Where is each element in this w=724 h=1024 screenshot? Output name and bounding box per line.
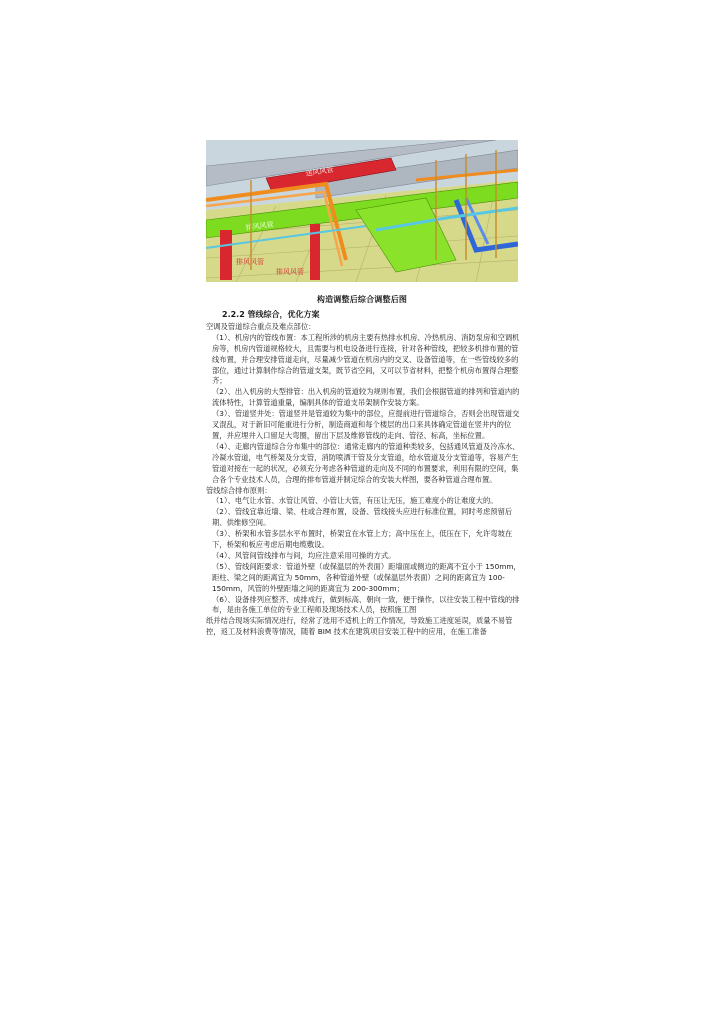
duct-label: 排风风管 (236, 258, 264, 266)
duct-label: 送风风管 (305, 165, 334, 178)
document-body (206, 310, 524, 638)
paragraph: （2）、管线宜靠近墙、梁、柱或合理布置，设备、管线接头应进行标准位置，同时考虑预留后期、供维修空间。 (212, 507, 513, 528)
paragraph: （3）、桥架和水管多层水平布置时，桥架宜在水管上方；高中压在上，低压在下，允许弯坡在下，桥架和板应考虑后期电缆敷设。 (212, 529, 513, 550)
figure-caption: 构造调整后综合调整后图 (316, 295, 408, 304)
paragraph: 空调及管道综合重点及难点部位： (206, 321, 316, 331)
paragraph: 纸并结合现场实际情况进行，经常了选用不适机上的工作情况，导致施工进度延误，质量不易管控，返工及材料浪费等情况，随着 BIM 技术在建筑项目安装工程中的应用，在施工准备 (206, 616, 513, 637)
paragraph: （1）、电气让水管、水管让风管、小管让大管，有压让无压，施工难度小的让难度大的。 (212, 496, 498, 506)
duct-label: 排风风管 (276, 268, 304, 276)
red-riser (220, 230, 232, 280)
paragraph: 管线综合排布原则： (206, 485, 272, 495)
paragraph: （2）、出入机房的大型排管：出入机房的管道较为规则布置，我们会根据管道的排列和管道内的流体特性，计算管道重量，编制具体的管道支吊架制作安装方案。 (212, 387, 520, 408)
paragraph: （3）、管道竖井处：管道竖井是管道较为集中的部位，应提前进行管道综合，否则会出现管道交叉混乱，对于新旧可能重进行分析，制造商道和每个楼层的出口来具体确定管道在竖井内的位置，并应埋井入口留足大弯圈，留出下层及维修管线的走向、管径、标高，坐标位置。 (212, 409, 520, 440)
paragraph: （4）、风管间管线排布与间，均应注意采用可操的方式。 (212, 550, 396, 560)
pipeline-rendering-figure (206, 140, 518, 282)
pipeline-3d-illustration (206, 140, 518, 282)
paragraph: （1）、机房内的管线布置：本工程所涉的机房主要有热排水机房、冷热机房、消防泵房和空调机房等，机房内管道规格较大，且需要与机电设备进行连接，针对各种管线，把较多机排布置的管线布置，并合理安排管道走向，尽量减少管道在机房内的交叉、设备管道等，在一些管线较多的部位，通过计算制作综合的管道支架，既节省空间，又可以节省材料，把整个机房布置得合理整齐； (212, 332, 520, 386)
duct-label: 排风风管 (245, 220, 275, 232)
section-heading: 2.2.2 管线综合，优化方案 (222, 310, 320, 319)
paragraph: （6）、设备排列应整齐、成排成行，做到标高、朝向一致，便于操作，以往安装工程中管线的排布，是由各施工单位的专业工程师及现场技术人员，按照施工图 (212, 594, 520, 615)
paragraph: （4）、走廊内管道综合分布集中的部位：通常走廊内的管道种类较多，包括通风管道及冷冻水、冷凝水管道，电气桥架及分支管，消防喷洒干管及分支管道，给水管道及分支管道等，容易产生管道对接在一起的状况，必须充分考虑各种管道的走向及不同的布置要求，利用有限的空间，集合各个专业技术人员，合理的排布管道并制定综合的安装大样图，要各种管道合理布置。 (212, 441, 520, 484)
paragraph: （5）、管线间距要求：管道外壁（或保温层的外表面）距墙面或侧边的距离不宜小于 150mm，距柱、梁之间的距离宜为 50mm，各种管道外壁（或保温层外表面）之间的距离宜为 100-150mm，风管的外壁距墙之间的距离宜为 200-300mm； (212, 561, 521, 593)
